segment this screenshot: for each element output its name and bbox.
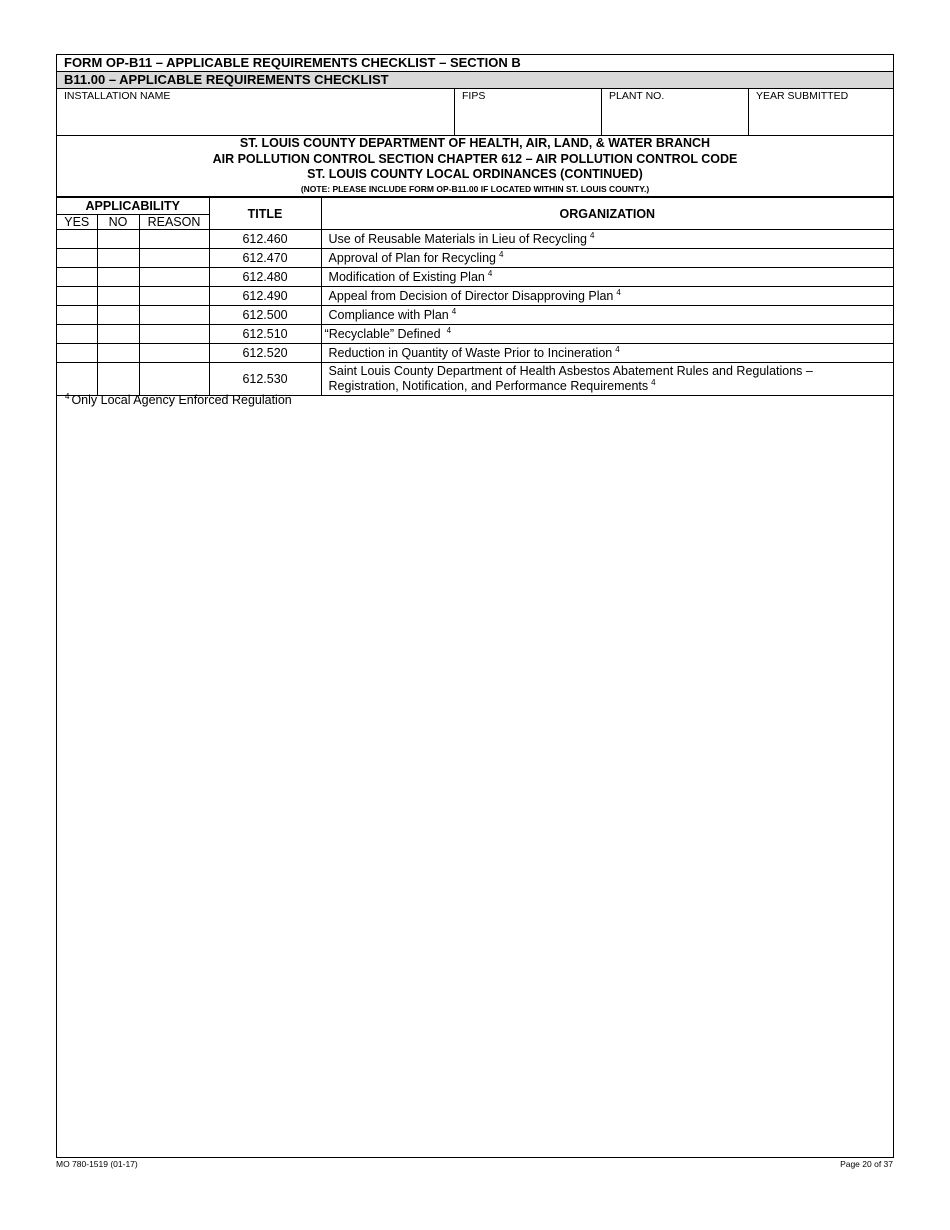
year-submitted-label: YEAR SUBMITTED (756, 90, 849, 102)
table-row (57, 230, 893, 249)
regulation-code: 612.480 (209, 268, 321, 287)
yes-cell[interactable] (57, 344, 97, 363)
table-row (57, 325, 893, 344)
form-number: MO 780-1519 (01-17) (56, 1159, 138, 1169)
section-title: B11.00 – APPLICABLE REQUIREMENTS CHECKLIST (57, 72, 893, 89)
footnote (65, 393, 292, 407)
table-row (57, 287, 893, 306)
heading-line-3: ST. LOUIS COUNTY LOCAL ORDINANCES (CONTINUED) (307, 167, 643, 181)
installation-info-row (57, 89, 893, 136)
regulation-code: 612.460 (209, 230, 321, 249)
heading-line-1: ST. LOUIS COUNTY DEPARTMENT OF HEALTH, AIR, LAND, & WATER BRANCH (239, 136, 711, 150)
fips-field[interactable] (454, 89, 601, 135)
regulation-organization: “Recyclable” Defined $^4$ (321, 325, 893, 344)
requirements-table (57, 197, 893, 396)
yes-cell[interactable] (57, 363, 97, 396)
regulation-heading (57, 136, 893, 197)
reason-cell[interactable] (139, 230, 209, 249)
regulation-organization: Reduction in Quantity of Waste Prior to Incineration $^4$ (321, 344, 893, 363)
regulation-organization: Modification of Existing Plan $^4$ (321, 268, 893, 287)
regulation-organization: Approval of Plan for Recycling $^4$ (321, 249, 893, 268)
reason-cell[interactable] (139, 268, 209, 287)
no-cell[interactable] (97, 363, 139, 396)
regulation-organization: Appeal from Decision of Director Disapproving Plan $^4$ (321, 287, 893, 306)
heading-line-2: AIR POLLUTION CONTROL SECTION CHAPTER 612 – AIR POLLUTION CONTROL CODE (212, 151, 738, 166)
no-cell[interactable] (97, 230, 139, 249)
reason-cell[interactable] (139, 249, 209, 268)
reason-cell[interactable] (139, 325, 209, 344)
footnote-text: Only Local Agency Enforced Regulation (71, 393, 292, 407)
table-row (57, 268, 893, 287)
no-cell[interactable] (97, 325, 139, 344)
plant-no-field[interactable] (601, 89, 748, 135)
reason-cell[interactable] (139, 344, 209, 363)
no-cell[interactable] (97, 287, 139, 306)
fips-label: FIPS (462, 90, 486, 102)
no-cell[interactable] (97, 344, 139, 363)
reason-cell[interactable] (139, 363, 209, 396)
regulation-code: 612.520 (209, 344, 321, 363)
applicability-header: APPLICABILITY (57, 198, 209, 215)
yes-cell[interactable] (57, 268, 97, 287)
table-row (57, 306, 893, 325)
table-row (57, 344, 893, 363)
plant-no-label: PLANT NO. (609, 90, 665, 102)
table-row (57, 363, 893, 396)
yes-cell[interactable] (57, 249, 97, 268)
no-header: NO (97, 215, 139, 230)
page-number: Page 20 of 37 (840, 1159, 893, 1169)
title-header: TITLE (209, 198, 321, 230)
regulation-code: 612.510 (209, 325, 321, 344)
regulation-organization: Use of Reusable Materials in Lieu of Recycling $^4$ (321, 230, 893, 249)
organization-header: ORGANIZATION (321, 198, 893, 230)
regulation-code: 612.530 (209, 363, 321, 396)
regulation-code: 612.500 (209, 306, 321, 325)
reason-cell[interactable] (139, 306, 209, 325)
reason-header: REASON (139, 215, 209, 230)
form-page (56, 54, 894, 1158)
yes-header: YES (57, 215, 97, 230)
no-cell[interactable] (97, 249, 139, 268)
regulation-code: 612.470 (209, 249, 321, 268)
no-cell[interactable] (97, 268, 139, 287)
table-row (57, 249, 893, 268)
heading-note: (NOTE: PLEASE INCLUDE FORM OP-B11.00 IF LOCATED WITHIN ST. LOUIS COUNTY.) (300, 183, 650, 194)
yes-cell[interactable] (57, 306, 97, 325)
year-submitted-field[interactable] (748, 89, 893, 135)
regulation-organization: Compliance with Plan $^4$ (321, 306, 893, 325)
reason-cell[interactable] (139, 287, 209, 306)
yes-cell[interactable] (57, 230, 97, 249)
regulation-code: 612.490 (209, 287, 321, 306)
footnote-mark: 4 (65, 392, 70, 401)
form-title: FORM OP-B11 – APPLICABLE REQUIREMENTS CHECKLIST – SECTION B (57, 55, 893, 72)
installation-name-label: INSTALLATION NAME (64, 90, 171, 102)
installation-name-field[interactable] (57, 89, 454, 135)
no-cell[interactable] (97, 306, 139, 325)
regulation-organization: Saint Louis County Department of Health Asbestos Abatement Rules and Regulations – Registration, Notification, and Performance Requirements $^4$ (321, 363, 893, 396)
yes-cell[interactable] (57, 325, 97, 344)
yes-cell[interactable] (57, 287, 97, 306)
